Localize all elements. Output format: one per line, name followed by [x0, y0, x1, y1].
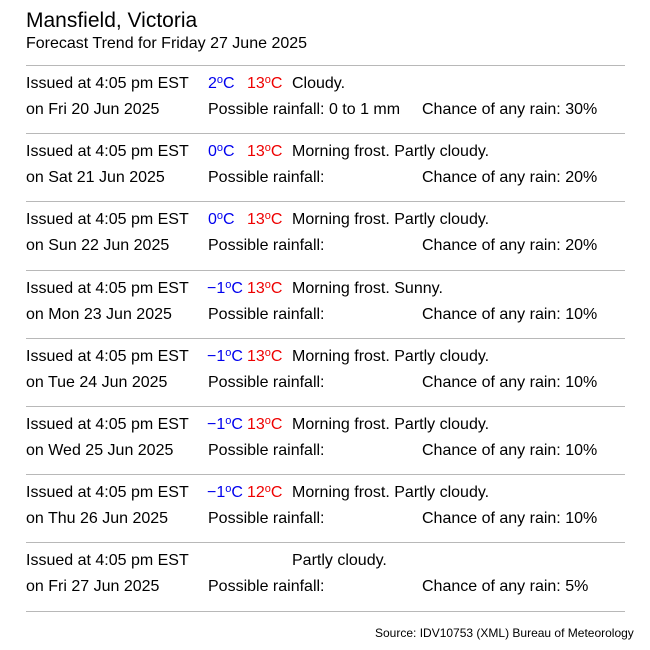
- forecast-row: [0, 270, 650, 338]
- rain-chance: Chance of any rain: 20%: [422, 169, 598, 186]
- degree-symbol: o: [225, 279, 232, 292]
- max-temperature-value: 13: [247, 75, 265, 92]
- temperature-unit: C: [231, 348, 243, 365]
- issued-time: Issued at 4:05 pm EST: [26, 75, 189, 92]
- temperature-unit: C: [231, 484, 243, 501]
- forecast-date: on Fri 20 Jun 2025: [26, 101, 160, 118]
- temperature-unit: C: [270, 143, 283, 160]
- possible-rainfall: Possible rainfall:: [208, 442, 325, 459]
- degree-symbol: o: [216, 142, 224, 155]
- temperature-unit: C: [223, 211, 235, 228]
- degree-symbol: o: [216, 210, 224, 223]
- page-subtitle: Forecast Trend for Friday 27 June 2025: [26, 35, 308, 52]
- forecast-row: [0, 201, 650, 269]
- rain-chance: Chance of any rain: 20%: [422, 237, 598, 254]
- issued-time: Issued at 4:05 pm EST: [26, 143, 189, 160]
- temperature-unit: C: [270, 348, 283, 365]
- max-temperature-value: 13: [247, 416, 265, 433]
- forecast-row: [0, 406, 650, 474]
- min-temperature: [208, 74, 235, 95]
- forecast-row: [0, 542, 650, 610]
- issued-time: Issued at 4:05 pm EST: [26, 211, 189, 228]
- issued-time: Issued at 4:05 pm EST: [26, 280, 189, 297]
- rain-chance: Chance of any rain: 10%: [422, 510, 598, 527]
- max-temperature-value: 13: [247, 348, 265, 365]
- min-temperature-value: 2: [208, 75, 217, 92]
- min-temperature-value: 0: [208, 143, 217, 160]
- forecast-date: on Tue 24 Jun 2025: [26, 374, 168, 391]
- weather-description: Morning frost. Partly cloudy.: [292, 416, 490, 433]
- rain-chance: Chance of any rain: 10%: [422, 374, 598, 391]
- temperature-unit: C: [270, 484, 283, 501]
- min-temperature-value: −1: [207, 348, 226, 365]
- forecast-date: on Sat 21 Jun 2025: [26, 169, 165, 186]
- min-temperature-value: −1: [207, 280, 226, 297]
- min-temperature: [208, 142, 235, 163]
- degree-symbol: o: [216, 74, 224, 87]
- row-divider: [26, 611, 625, 612]
- max-temperature: [247, 415, 282, 436]
- temperature-unit: C: [231, 280, 243, 297]
- issued-time: Issued at 4:05 pm EST: [26, 484, 189, 501]
- degree-symbol: o: [264, 483, 271, 496]
- rain-chance: Chance of any rain: 30%: [422, 101, 598, 118]
- max-temperature-value: 12: [247, 484, 265, 501]
- source-credit: Source: IDV10753 (XML) Bureau of Meteorology: [375, 626, 634, 640]
- forecast-row: [0, 474, 650, 542]
- rain-chance: Chance of any rain: 10%: [422, 442, 598, 459]
- forecast-date: on Fri 27 Jun 2025: [26, 578, 160, 595]
- min-temperature-value: −1: [207, 416, 226, 433]
- possible-rainfall: Possible rainfall:: [208, 510, 325, 527]
- issued-time: Issued at 4:05 pm EST: [26, 552, 189, 569]
- temperature-unit: C: [270, 416, 283, 433]
- degree-symbol: o: [225, 347, 232, 360]
- max-temperature: [247, 483, 282, 504]
- temperature-unit: C: [223, 75, 235, 92]
- forecast-row: [0, 338, 650, 406]
- rain-chance: Chance of any rain: 10%: [422, 306, 598, 323]
- forecast-date: on Thu 26 Jun 2025: [26, 510, 169, 527]
- forecast-row: [0, 65, 650, 133]
- degree-symbol: o: [264, 74, 271, 87]
- possible-rainfall: Possible rainfall:: [208, 237, 325, 254]
- weather-description: Partly cloudy.: [292, 552, 387, 569]
- issued-time: Issued at 4:05 pm EST: [26, 348, 189, 365]
- weather-description: Morning frost. Sunny.: [292, 280, 443, 297]
- degree-symbol: o: [264, 347, 271, 360]
- min-temperature-value: −1: [207, 484, 226, 501]
- max-temperature: [247, 142, 282, 163]
- temperature-unit: C: [223, 143, 235, 160]
- weather-description: Morning frost. Partly cloudy.: [292, 143, 490, 160]
- forecast-date: on Wed 25 Jun 2025: [26, 442, 174, 459]
- degree-symbol: o: [264, 210, 271, 223]
- degree-symbol: o: [225, 415, 232, 428]
- issued-time: Issued at 4:05 pm EST: [26, 416, 189, 433]
- possible-rainfall: Possible rainfall:: [208, 169, 325, 186]
- degree-symbol: o: [264, 279, 271, 292]
- min-temperature: [207, 347, 243, 368]
- temperature-unit: C: [270, 211, 283, 228]
- weather-description: Morning frost. Partly cloudy.: [292, 348, 490, 365]
- possible-rainfall: Possible rainfall: 0 to 1 mm: [208, 101, 401, 118]
- max-temperature: [247, 347, 282, 368]
- temperature-unit: C: [231, 416, 243, 433]
- min-temperature: [207, 279, 243, 300]
- forecast-date: on Sun 22 Jun 2025: [26, 237, 170, 254]
- degree-symbol: o: [264, 142, 271, 155]
- weather-description: Morning frost. Partly cloudy.: [292, 211, 490, 228]
- min-temperature-value: 0: [208, 211, 217, 228]
- degree-symbol: o: [264, 415, 271, 428]
- possible-rainfall: Possible rainfall:: [208, 306, 325, 323]
- temperature-unit: C: [270, 75, 283, 92]
- weather-description: Cloudy.: [292, 75, 346, 92]
- degree-symbol: o: [225, 483, 232, 496]
- min-temperature: [207, 415, 243, 436]
- possible-rainfall: Possible rainfall:: [208, 374, 325, 391]
- min-temperature: [208, 210, 235, 231]
- max-temperature: [247, 74, 282, 95]
- max-temperature-value: 13: [247, 280, 265, 297]
- possible-rainfall: Possible rainfall:: [208, 578, 325, 595]
- max-temperature: [247, 210, 282, 231]
- weather-description: Morning frost. Partly cloudy.: [292, 484, 490, 501]
- min-temperature: [207, 483, 243, 504]
- page-title: Mansfield, Victoria: [26, 9, 198, 32]
- max-temperature: [247, 279, 282, 300]
- max-temperature-value: 13: [247, 143, 265, 160]
- temperature-unit: C: [270, 280, 283, 297]
- rain-chance: Chance of any rain: 5%: [422, 578, 589, 595]
- forecast-row: [0, 133, 650, 201]
- forecast-date: on Mon 23 Jun 2025: [26, 306, 172, 323]
- max-temperature-value: 13: [247, 211, 265, 228]
